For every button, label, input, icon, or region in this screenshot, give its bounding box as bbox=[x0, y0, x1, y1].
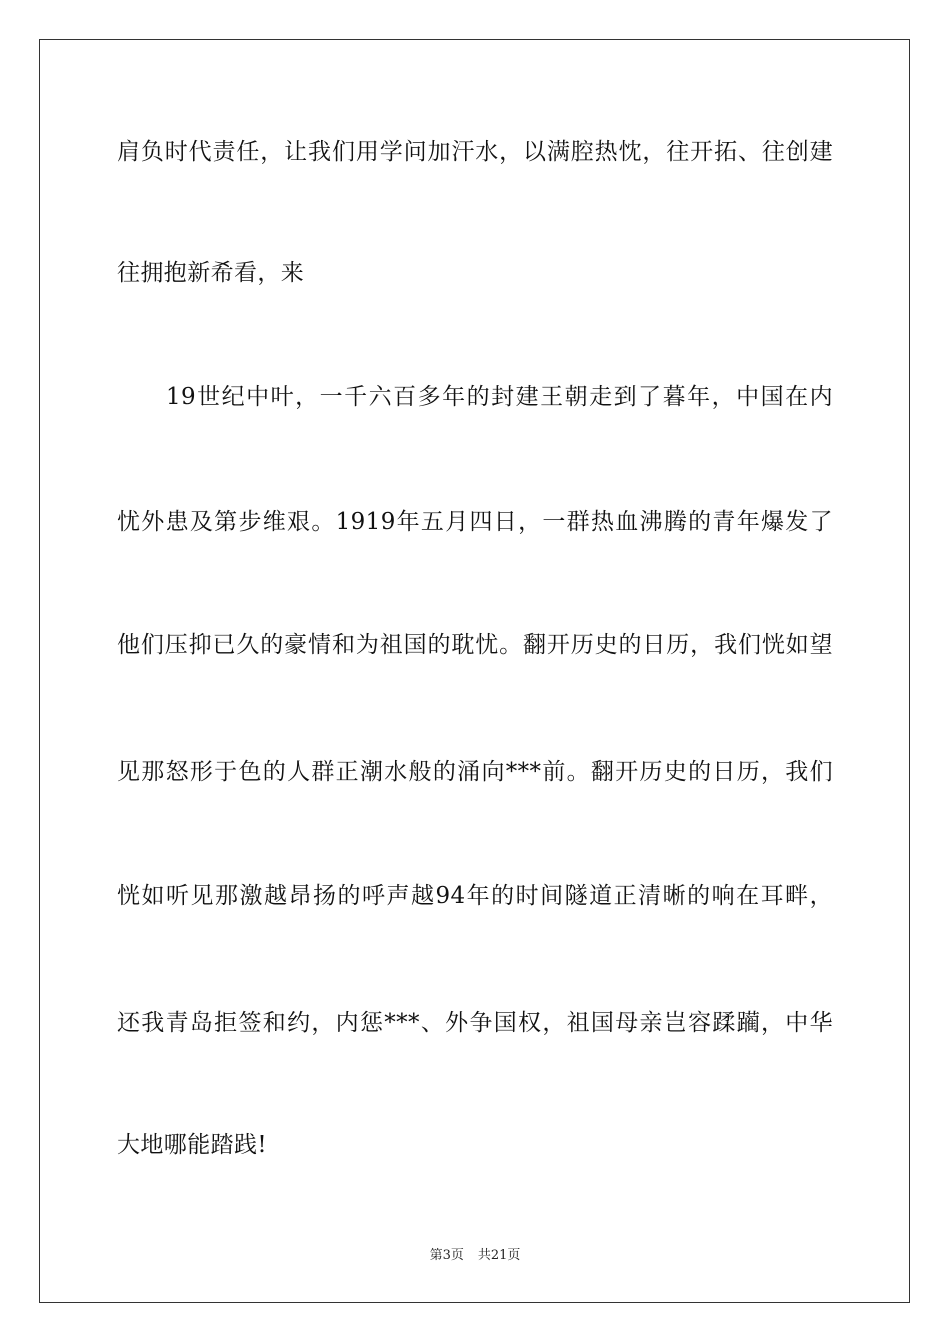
paragraph-line: 恍如听见那激越昂扬的呼声越94年的时间隧道正清晰的响在耳畔， bbox=[117, 883, 833, 909]
page-total: 共21页 bbox=[477, 1248, 521, 1263]
page-border bbox=[39, 39, 910, 1303]
paragraph-line: 还我青岛拒签和约，内惩***、外争国权，祖国母亲岂容蹂躏，中华 bbox=[117, 1010, 833, 1036]
paragraph-line: 大地哪能踏践! bbox=[117, 1132, 268, 1158]
page-number: 第3页 bbox=[429, 1248, 464, 1263]
page-footer bbox=[0, 1247, 950, 1265]
paragraph-line: 19世纪中叶，一千六百多年的封建王朝走到了暮年，中国在内 bbox=[117, 384, 833, 410]
paragraph-line: 往拥抱新希看，来 bbox=[117, 260, 305, 286]
paragraph-line: 忧外患及第步维艰。1919年五月四日，一群热血沸腾的青年爆发了 bbox=[117, 509, 833, 535]
paragraph-line: 见那怒形于色的人群正潮水般的涌向***前。翻开历史的日历，我们 bbox=[117, 759, 833, 785]
paragraph-line: 肩负时代责任，让我们用学问加汗水，以满腔热忱，往开拓、往创建 bbox=[117, 139, 833, 165]
paragraph-line: 他们压抑已久的豪情和为祖国的耽忧。翻开历史的日历，我们恍如望 bbox=[117, 632, 833, 658]
